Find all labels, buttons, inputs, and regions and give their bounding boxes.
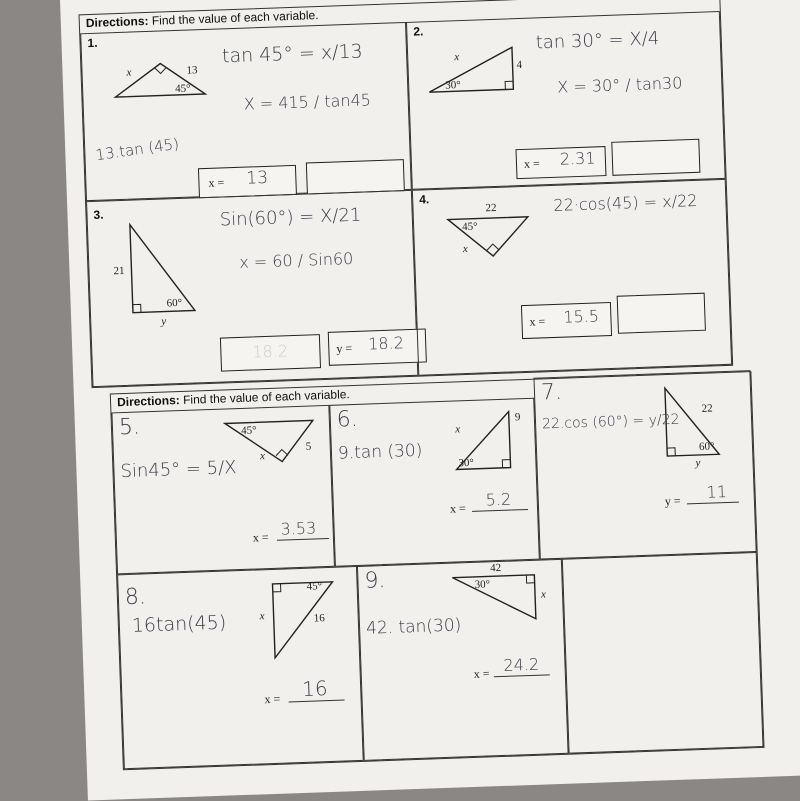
answer-value: 24.2 [503, 654, 540, 675]
angle-label: 45° [174, 82, 191, 96]
side-label: y [161, 315, 167, 328]
angle-label: 45° [240, 424, 257, 437]
answer-prefix: y = [664, 493, 681, 509]
answer-prefix: x = [264, 691, 281, 707]
side-label: 22 [485, 201, 497, 215]
answer-value: 11 [706, 482, 728, 502]
side-label: 42 [489, 561, 502, 575]
triangle-diagram [112, 50, 214, 113]
handwritten-work: X = 415 / tan45 [243, 90, 372, 114]
answer-value: 5.2 [485, 489, 512, 510]
handwritten-work: 16tan(45) [131, 611, 227, 637]
angle-label: 30° [458, 456, 475, 470]
side-label: x [454, 51, 460, 64]
handwritten-work: tan 30° = X/4 [535, 28, 660, 54]
side-label: x [462, 242, 469, 256]
problem-number: 2. [413, 24, 424, 39]
angle-label: 30° [474, 578, 491, 591]
side-label: 4 [516, 58, 523, 72]
problem-3-cell [86, 190, 418, 387]
handwritten-work: 9.tan (30) [337, 440, 423, 464]
problem-number: 6. [336, 406, 359, 433]
triangle-diagram [426, 41, 528, 104]
problem-number: 5. [118, 414, 141, 441]
answer-prefix: x = [529, 314, 546, 329]
answer-value: 3.53 [280, 518, 317, 539]
side-label: x [259, 450, 266, 463]
bottom-directions: Directions: Find the value of each variable. [116, 387, 350, 410]
handwritten-work: 22.cos (60°) = y/22 [541, 411, 680, 433]
answer-value: 15.5 [563, 306, 600, 327]
empty-cell [562, 552, 764, 754]
problem-7-cell [533, 370, 756, 559]
answer-prefix: x = [252, 530, 269, 545]
problem-number: 9. [364, 568, 386, 594]
bottom-worksheet [110, 371, 765, 770]
answer-value: 16 [301, 676, 329, 701]
handwritten-work: x = 60 / Sin60 [238, 248, 354, 272]
angle-label: 30° [445, 79, 461, 92]
problem-2-cell [406, 11, 726, 190]
answer-line[interactable] [494, 674, 550, 677]
handwritten-work: 13.tan (45) [94, 134, 181, 165]
answer-line[interactable] [472, 509, 528, 512]
handwritten-work: Sin45° = 5/X [120, 457, 237, 483]
empty-answer-box[interactable] [306, 159, 405, 194]
angle-label: 45° [306, 580, 323, 593]
handwritten-work: Sin(60°) = X/21 [219, 204, 362, 231]
answer-value: 2.31 [559, 148, 596, 169]
side-label: x [259, 610, 265, 623]
problem-number: 1. [87, 35, 98, 51]
problem-1-cell [80, 22, 412, 201]
problem-9-cell [357, 559, 569, 761]
answer-prefix: y = [336, 341, 353, 356]
problem-number: 3. [93, 207, 104, 222]
answer-value: 13 [245, 167, 269, 189]
problem-number: 8. [124, 584, 147, 611]
handwritten-work: 42. tan(30) [365, 615, 462, 639]
side-label: 16 [313, 612, 325, 625]
empty-answer-box[interactable] [611, 139, 700, 176]
handwritten-work: tan 45° = x/13 [221, 40, 364, 68]
empty-answer-box[interactable] [617, 293, 706, 334]
angle-label: 45° [461, 220, 478, 234]
handwritten-work: 22·cos(45) = x/22 [553, 190, 698, 215]
problem-number: 4. [418, 192, 430, 207]
side-label: x [455, 423, 461, 436]
top-directions: Directions: Find the value of each variable. [85, 7, 319, 31]
answer-line[interactable] [687, 502, 739, 505]
side-label: 21 [113, 264, 125, 278]
angle-label: 60° [166, 296, 183, 310]
answer-value: 18.2 [367, 333, 405, 354]
problem-8-cell [117, 566, 364, 769]
side-label: 13 [186, 64, 198, 77]
top-worksheet [79, 0, 734, 388]
problem-6-cell [329, 398, 540, 567]
side-label: 22 [701, 402, 713, 415]
answer-prefix: x = [208, 175, 225, 190]
problem-number: 7. [540, 379, 563, 406]
angle-label: 60° [698, 440, 715, 453]
side-label: 9 [514, 411, 521, 424]
side-label: 5 [305, 440, 312, 453]
triangle-diagram [444, 210, 546, 273]
triangle-diagram [448, 568, 550, 631]
answer-prefix: x = [523, 156, 541, 171]
side-label: y [695, 456, 701, 470]
handwritten-work: X = 30° / tan30 [557, 73, 683, 97]
side-label: x [540, 588, 547, 601]
problem-5-cell [111, 405, 335, 575]
problem-4-cell [412, 179, 732, 376]
faded-answer-value: 18.2 [252, 341, 289, 362]
answer-prefix: x = [449, 501, 467, 516]
answer-prefix: x = [473, 666, 490, 681]
worksheet-paper [60, 0, 800, 801]
side-label: x [126, 66, 132, 79]
